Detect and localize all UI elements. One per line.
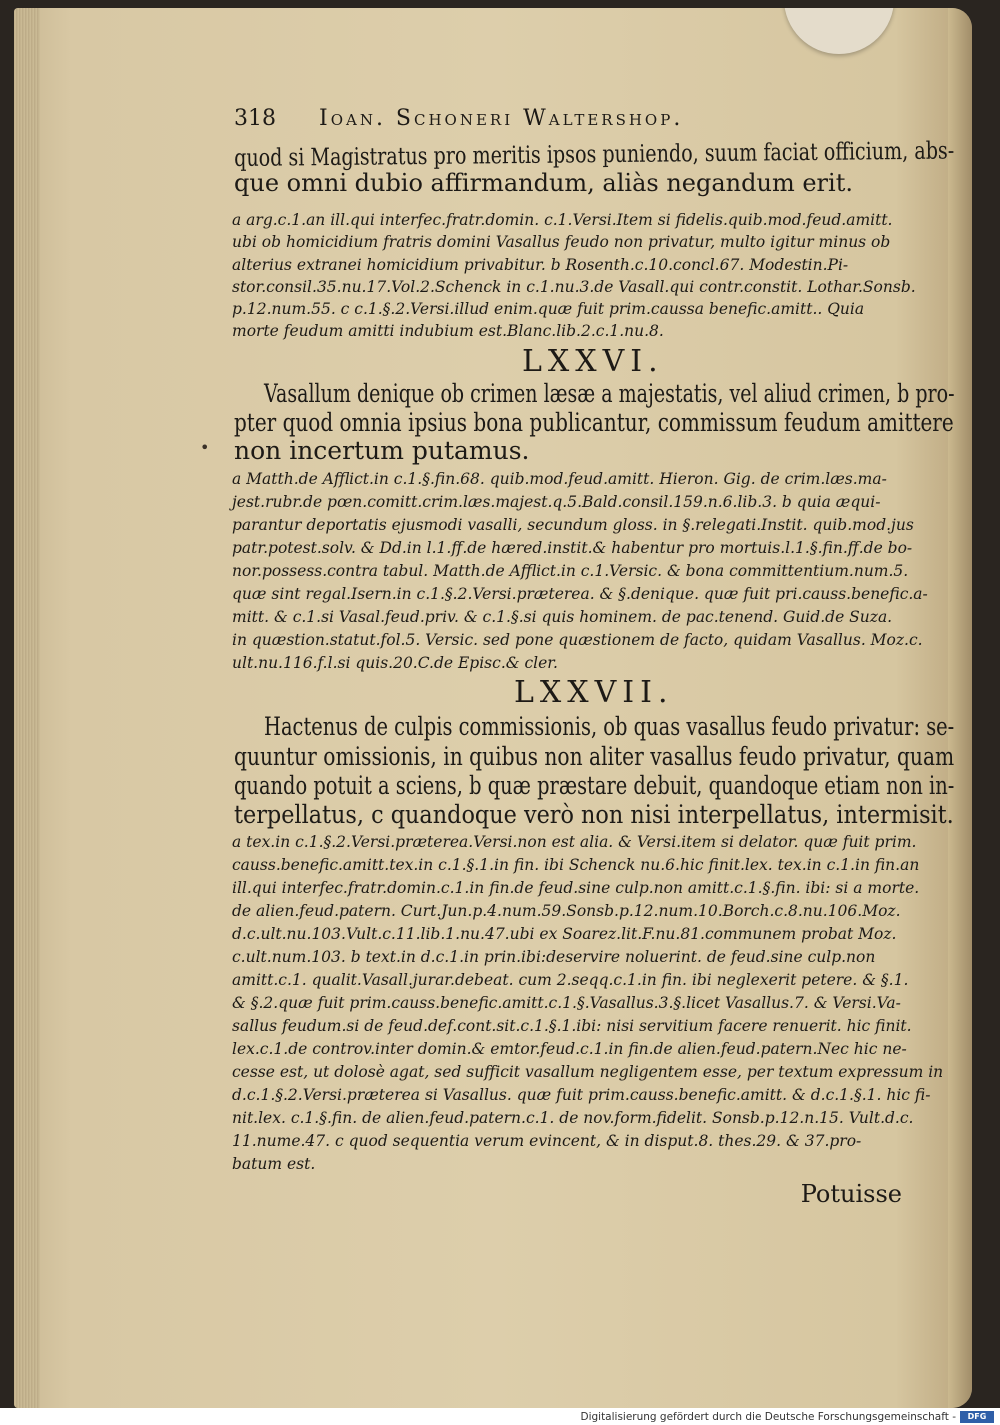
dfg-logo-icon: DFG: [960, 1411, 994, 1423]
body-line: non incertum putamus.: [234, 436, 530, 465]
note-line: cesse est, ut dolosè agat, sed sufficit vasallum negligentem esse, per textum expressum in: [232, 1063, 944, 1081]
note-line: alterius extranei homicidium privabitur. b Rosenth.c.10.concl.67. Modestin.Pi-: [232, 256, 849, 274]
body-line: Hactenus de culpis commissionis, ob quas vasallus feudo privatur: se-: [264, 712, 955, 741]
note-line: a tex.in c.1.§.2.Versi.præterea.Versi.non est alia. & Versi.item si delator. quæ fuit prim.: [232, 833, 917, 851]
note-line: 11.nume.47. c quod sequentia verum evincent, & in disput.8. thes.29. & 37.pro-: [232, 1132, 862, 1150]
note-line: d.c.1.§.2.Versi.præterea si Vasallus. quæ fuit prim.causs.benefic.amitt. & d.c.1.§.1. hic fi-: [232, 1086, 931, 1104]
note-line: d.c.ult.nu.103.Vult.c.11.lib.1.nu.47.ubi ex Soarez.lit.F.nu.81.communem probat Moz.: [232, 925, 897, 943]
body-line: Vasallum denique ob crimen læsæ a majestatis, vel aliud crimen, b pro-: [264, 379, 955, 408]
note-line: patr.potest.solv. & Dd.in l.1.ff.de hæred.instit.& habentur pro mortuis.l.1.§.fin.ff.de bo-: [232, 539, 913, 557]
body-line: quod si Magistratus pro meritis ipsos puniendo, suum faciat officium, abs-: [233, 136, 955, 172]
note-line: morte feudum amitti indubium est.Blanc.lib.2.c.1.nu.8.: [232, 322, 664, 340]
note-line: ult.nu.116.f.l.si quis.20.C.de Episc.& cler.: [232, 654, 558, 672]
note-line: lex.c.1.de controv.inter domin.& emtor.feud.c.1.in fin.de alien.feud.patern.Nec hic ne-: [232, 1040, 907, 1058]
note-line: stor.consil.35.nu.17.Vol.2.Schenck in c.1.nu.3.de Vasall.qui contr.constit. Lothar.Sonsb.: [232, 278, 916, 296]
note-line: a Matth.de Afflict.in c.1.§.fin.68. quib.mod.feud.amitt. Hieron. Gig. de crim.læs.ma-: [232, 470, 887, 488]
margin-dot: •: [200, 438, 210, 457]
section-number: LXXVI.: [522, 344, 664, 379]
note-line: in quæstion.statut.fol.5. Versic. sed pone quæstionem de facto, quidam Vasallus. Moz.c.: [232, 631, 923, 649]
note-line: ubi ob homicidium fratris domini Vasallus feudo non privatur, multo igitur minus ob: [232, 233, 891, 251]
section-number: LXXVII.: [514, 675, 674, 710]
body-line: pter quod omnia ipsius bona publicantur, commissum feudum amittere: [234, 408, 954, 437]
page-tab: [784, 8, 894, 54]
note-line: sallus feudum.si de feud.def.cont.sit.c.1.§.1.ibi: nisi servitium facere renuerit. hic finit.: [232, 1017, 912, 1035]
note-line: causs.benefic.amitt.tex.in c.1.§.1.in fin. ibi Schenck nu.6.hic finit.lex. tex.in c.1.in fin.an: [232, 856, 920, 874]
note-line: ill.qui interfec.fratr.domin.c.1.in fin.de feud.sine culp.non amitt.c.1.§.fin. ibi: si a morte.: [232, 879, 920, 897]
note-line: amitt.c.1. qualit.Vasall.jurar.debeat. cum 2.seqq.c.1.in fin. ibi neglexerit petere. & §.1.: [232, 971, 909, 989]
note-line: mitt. & c.1.si Vasal.feud.priv. & c.1.§.si quis hominem. de pac.tenend. Guid.de Suza.: [232, 608, 893, 626]
running-title: Ioan. Schoneri Waltershop.: [319, 106, 684, 131]
note-line: jest.rubr.de pœn.comitt.crim.læs.majest.q.5.Bald.consil.159.n.6.lib.3. b quia æqui-: [232, 493, 881, 511]
footer-credit: Digitalisierung gefördert durch die Deutsche Forschungsgemeinschaft -: [580, 1411, 956, 1423]
note-line: quæ sint regal.Isern.in c.1.§.2.Versi.præterea. & §.denique. quæ fuit pri.causs.benefic.a-: [232, 585, 928, 603]
catchword: Potuisse: [800, 1180, 902, 1208]
page-edge-stack: [14, 8, 40, 1408]
note-line: & §.2.quæ fuit prim.causs.benefic.amitt.c.1.§.Vasallus.3.§.licet Vasallus.7. & Versi.Va-: [232, 994, 901, 1012]
book-page: [14, 8, 972, 1408]
note-line: nor.possess.contra tabul. Matth.de Afflict.in c.1.Versic. & bona committentium.num.5.: [232, 562, 909, 580]
note-line: batum est.: [232, 1155, 316, 1173]
note-line: a arg.c.1.an ill.qui interfec.fratr.domin. c.1.Versi.Item si fidelis.quib.mod.feud.amitt.: [232, 211, 893, 229]
body-line: quuntur omissionis, in quibus non aliter vasallus feudo privatur, quam: [234, 742, 955, 771]
body-line: quando potuit a sciens, b quæ præstare debuit, quandoque etiam non in-: [234, 771, 955, 800]
page-number: 318: [234, 106, 276, 131]
footer-bar: [0, 1408, 1000, 1425]
note-line: nit.lex. c.1.§.fin. de alien.feud.patern.c.1. de nov.form.fidelit. Sonsb.p.12.n.15. Vult.d.c.: [232, 1109, 914, 1127]
body-line: terpellatus, c quandoque verò non nisi interpellatus, intermisit.: [234, 800, 954, 829]
note-line: parantur deportatis ejusmodi vasalli, secundum gloss. in §.relegati.Instit. quib.mod.jus: [232, 516, 914, 534]
page-right-edge: [948, 8, 972, 1408]
note-line: c.ult.num.103. b text.in d.c.1.in prin.ibi:deservire noluerint. de feud.sine culp.non: [232, 948, 876, 966]
note-line: p.12.num.55. c c.1.§.2.Versi.illud enim.quæ fuit prim.caussa benefic.amitt.. Quia: [232, 300, 865, 318]
note-line: de alien.feud.patern. Curt.Jun.p.4.num.59.Sonsb.p.12.num.10.Borch.c.8.nu.106.Moz.: [232, 902, 901, 920]
body-line: que omni dubio affirmandum, aliàs negandum erit.: [234, 169, 853, 197]
